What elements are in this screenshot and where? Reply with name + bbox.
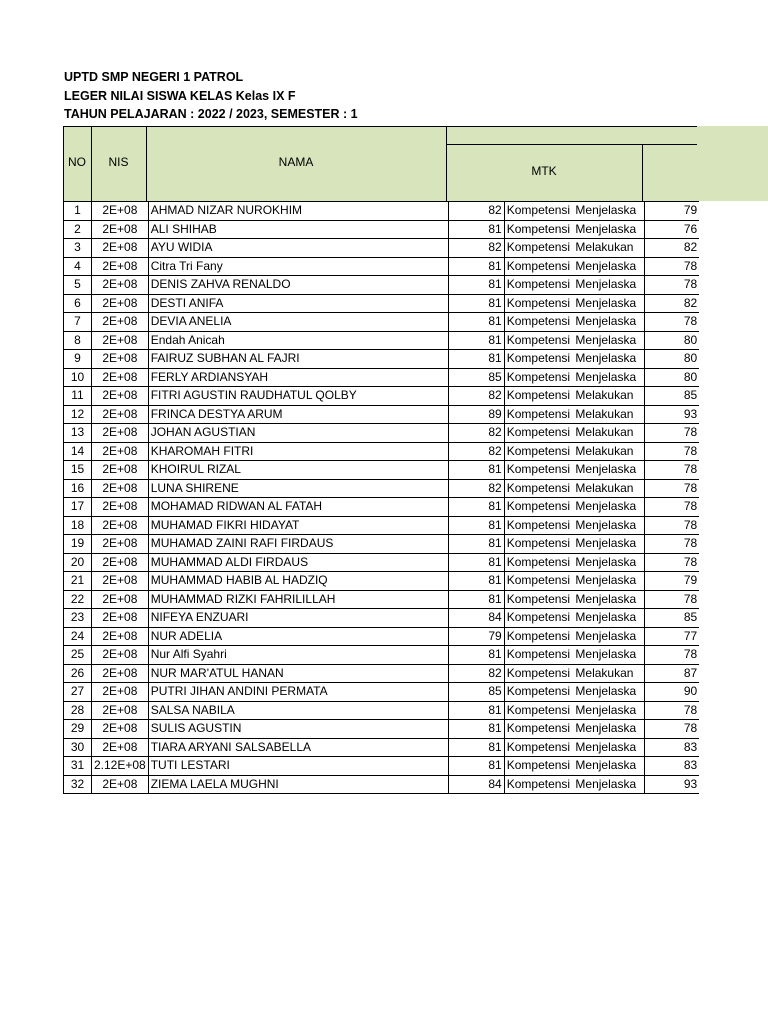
table-row bbox=[64, 590, 700, 609]
cell-next-score: 78 bbox=[644, 590, 699, 609]
cell-next-score: 78 bbox=[644, 479, 699, 498]
cell-next-score: 78 bbox=[644, 535, 699, 554]
table-row bbox=[64, 350, 700, 369]
cell-nama: JOHAN AGUSTIAN bbox=[148, 424, 448, 443]
table-row bbox=[64, 757, 700, 776]
cell-mtk-description: Kompetensi Melakukan bbox=[504, 664, 644, 683]
cell-nis: 2E+08 bbox=[92, 572, 149, 591]
cell-next-score: 82 bbox=[644, 294, 699, 313]
cell-mtk-description: Kompetensi Menjelaska bbox=[504, 294, 644, 313]
cell-mtk-score: 81 bbox=[448, 276, 504, 295]
cell-nis: 2E+08 bbox=[92, 664, 149, 683]
cell-nama: MUHAMMAD ALDI FIRDAUS bbox=[148, 553, 448, 572]
cell-nama: SULIS AGUSTIN bbox=[148, 720, 448, 739]
cell-next-score: 78 bbox=[644, 442, 699, 461]
table-row bbox=[64, 424, 700, 443]
cell-next-score: 78 bbox=[644, 461, 699, 480]
cell-no: 6 bbox=[64, 294, 92, 313]
cell-no: 21 bbox=[64, 572, 92, 591]
table-row bbox=[64, 775, 700, 794]
cell-nis: 2E+08 bbox=[92, 646, 149, 665]
cell-next-score: 78 bbox=[644, 424, 699, 443]
header-subrow-border bbox=[446, 144, 697, 145]
cell-next-score: 78 bbox=[644, 313, 699, 332]
table-row bbox=[64, 720, 700, 739]
cell-nis: 2E+08 bbox=[92, 535, 149, 554]
table-row bbox=[64, 572, 700, 591]
table-row bbox=[64, 368, 700, 387]
cell-next-score: 80 bbox=[644, 368, 699, 387]
cell-mtk-score: 81 bbox=[448, 350, 504, 369]
cell-mtk-score: 81 bbox=[448, 590, 504, 609]
cell-mtk-description: Kompetensi Menjelaska bbox=[504, 590, 644, 609]
cell-nis: 2E+08 bbox=[92, 368, 149, 387]
cell-mtk-score: 85 bbox=[448, 683, 504, 702]
cell-mtk-description: Kompetensi Melakukan bbox=[504, 424, 644, 443]
table-row bbox=[64, 276, 700, 295]
cell-mtk-score: 84 bbox=[448, 609, 504, 628]
cell-nama: Endah Anicah bbox=[148, 331, 448, 350]
table-row bbox=[64, 479, 700, 498]
cell-mtk-description: Kompetensi Menjelaska bbox=[504, 516, 644, 535]
cell-nis: 2E+08 bbox=[92, 202, 149, 221]
cell-nama: ZIEMA LAELA MUGHNI bbox=[148, 775, 448, 794]
cell-mtk-score: 81 bbox=[448, 220, 504, 239]
cell-no: 1 bbox=[64, 202, 92, 221]
table-row bbox=[64, 738, 700, 757]
table-row bbox=[64, 220, 700, 239]
cell-mtk-score: 81 bbox=[448, 572, 504, 591]
cell-next-score: 78 bbox=[644, 553, 699, 572]
header-nama: NAMA bbox=[278, 155, 314, 169]
cell-no: 23 bbox=[64, 609, 92, 628]
cell-mtk-description: Kompetensi Menjelaska bbox=[504, 646, 644, 665]
cell-no: 22 bbox=[64, 590, 92, 609]
cell-next-score: 93 bbox=[644, 405, 699, 424]
cell-next-score: 78 bbox=[644, 646, 699, 665]
leger-title: LEGER NILAI SISWA KELAS Kelas IX F bbox=[64, 88, 296, 103]
cell-no: 16 bbox=[64, 479, 92, 498]
cell-mtk-score: 81 bbox=[448, 553, 504, 572]
table-row bbox=[64, 405, 700, 424]
cell-next-score: 77 bbox=[644, 627, 699, 646]
cell-mtk-description: Kompetensi Melakukan bbox=[504, 405, 644, 424]
header-mtk: MTK bbox=[531, 164, 557, 178]
cell-no: 30 bbox=[64, 738, 92, 757]
cell-no: 32 bbox=[64, 775, 92, 794]
cell-nama: DEVIA ANELIA bbox=[148, 313, 448, 332]
cell-nis: 2E+08 bbox=[92, 220, 149, 239]
cell-mtk-description: Kompetensi Menjelaska bbox=[504, 627, 644, 646]
cell-no: 14 bbox=[64, 442, 92, 461]
cell-nama: TIARA ARYANI SALSABELLA bbox=[148, 738, 448, 757]
cell-no: 5 bbox=[64, 276, 92, 295]
cell-mtk-description: Kompetensi Menjelaska bbox=[504, 553, 644, 572]
cell-mtk-score: 81 bbox=[448, 331, 504, 350]
document-titles bbox=[64, 68, 358, 124]
header-extension-cell bbox=[697, 126, 768, 201]
cell-nama: AYU WIDIA bbox=[148, 239, 448, 258]
cell-no: 19 bbox=[64, 535, 92, 554]
cell-nama: SALSA NABILA bbox=[148, 701, 448, 720]
cell-nis: 2E+08 bbox=[92, 461, 149, 480]
cell-mtk-description: Kompetensi Menjelaska bbox=[504, 572, 644, 591]
cell-no: 29 bbox=[64, 720, 92, 739]
cell-mtk-score: 81 bbox=[448, 461, 504, 480]
table-row bbox=[64, 664, 700, 683]
cell-no: 8 bbox=[64, 331, 92, 350]
cell-nama: AHMAD NIZAR NUROKHIM bbox=[148, 202, 448, 221]
cell-mtk-score: 81 bbox=[448, 294, 504, 313]
table-row bbox=[64, 387, 700, 406]
cell-nis: 2E+08 bbox=[92, 350, 149, 369]
cell-mtk-description: Kompetensi Menjelaska bbox=[504, 701, 644, 720]
cell-next-score: 85 bbox=[644, 387, 699, 406]
cell-nis: 2E+08 bbox=[92, 627, 149, 646]
cell-next-score: 78 bbox=[644, 720, 699, 739]
cell-nama: FRINCA DESTYA ARUM bbox=[148, 405, 448, 424]
cell-mtk-description: Kompetensi Menjelaska bbox=[504, 757, 644, 776]
cell-mtk-score: 82 bbox=[448, 387, 504, 406]
cell-no: 15 bbox=[64, 461, 92, 480]
cell-nis: 2E+08 bbox=[92, 775, 149, 794]
cell-mtk-score: 85 bbox=[448, 368, 504, 387]
cell-nis: 2E+08 bbox=[92, 498, 149, 517]
cell-nis: 2E+08 bbox=[92, 387, 149, 406]
cell-next-score: 80 bbox=[644, 350, 699, 369]
cell-mtk-score: 82 bbox=[448, 664, 504, 683]
cell-mtk-description: Kompetensi Melakukan bbox=[504, 239, 644, 258]
cell-mtk-description: Kompetensi Menjelaska bbox=[504, 220, 644, 239]
cell-next-score: 78 bbox=[644, 498, 699, 517]
cell-nis: 2E+08 bbox=[92, 313, 149, 332]
cell-nama: FERLY ARDIANSYAH bbox=[148, 368, 448, 387]
cell-no: 26 bbox=[64, 664, 92, 683]
cell-next-score: 83 bbox=[644, 738, 699, 757]
cell-next-score: 80 bbox=[644, 331, 699, 350]
cell-mtk-score: 82 bbox=[448, 442, 504, 461]
cell-mtk-description: Kompetensi Menjelaska bbox=[504, 276, 644, 295]
cell-nis: 2E+08 bbox=[92, 720, 149, 739]
cell-next-score: 79 bbox=[644, 572, 699, 591]
cell-nis: 2E+08 bbox=[92, 609, 149, 628]
table-row bbox=[64, 331, 700, 350]
cell-mtk-score: 81 bbox=[448, 516, 504, 535]
cell-no: 24 bbox=[64, 627, 92, 646]
cell-mtk-description: Kompetensi Menjelaska bbox=[504, 683, 644, 702]
cell-mtk-score: 81 bbox=[448, 498, 504, 517]
cell-nis: 2.12E+08 bbox=[92, 757, 149, 776]
table-row bbox=[64, 553, 700, 572]
school-title: UPTD SMP NEGERI 1 PATROL bbox=[64, 70, 244, 84]
table-row bbox=[64, 498, 700, 517]
table-row bbox=[64, 701, 700, 720]
cell-mtk-description: Kompetensi Menjelaska bbox=[504, 368, 644, 387]
cell-next-score: 83 bbox=[644, 757, 699, 776]
cell-nama: KHAROMAH FITRI bbox=[148, 442, 448, 461]
cell-no: 27 bbox=[64, 683, 92, 702]
header-nis: NIS bbox=[108, 155, 129, 169]
cell-no: 25 bbox=[64, 646, 92, 665]
cell-next-score: 78 bbox=[644, 276, 699, 295]
cell-no: 2 bbox=[64, 220, 92, 239]
cell-mtk-description: Kompetensi Menjelaska bbox=[504, 350, 644, 369]
cell-mtk-score: 81 bbox=[448, 757, 504, 776]
cell-nama: NIFEYA ENZUARI bbox=[148, 609, 448, 628]
table-row bbox=[64, 535, 700, 554]
cell-mtk-description: Kompetensi Menjelaska bbox=[504, 313, 644, 332]
year-title: TAHUN PELAJARAN : 2022 / 2023, SEMESTER : 1 bbox=[64, 107, 358, 121]
grades-table-body bbox=[64, 202, 700, 794]
cell-next-score: 85 bbox=[644, 609, 699, 628]
cell-mtk-score: 89 bbox=[448, 405, 504, 424]
table-row bbox=[64, 442, 700, 461]
table-row bbox=[64, 646, 700, 665]
cell-nama: ALI SHIHAB bbox=[148, 220, 448, 239]
cell-nis: 2E+08 bbox=[92, 442, 149, 461]
cell-mtk-score: 81 bbox=[448, 313, 504, 332]
cell-mtk-score: 81 bbox=[448, 535, 504, 554]
cell-nama: DENIS ZAHVA RENALDO bbox=[148, 276, 448, 295]
cell-nis: 2E+08 bbox=[92, 239, 149, 258]
cell-mtk-score: 82 bbox=[448, 202, 504, 221]
header-top-border bbox=[63, 126, 697, 127]
cell-nama: Citra Tri Fany bbox=[148, 257, 448, 276]
cell-no: 7 bbox=[64, 313, 92, 332]
grades-table bbox=[63, 201, 699, 794]
cell-no: 13 bbox=[64, 424, 92, 443]
cell-nis: 2E+08 bbox=[92, 424, 149, 443]
cell-mtk-score: 82 bbox=[448, 424, 504, 443]
cell-next-score: 78 bbox=[644, 701, 699, 720]
cell-nama: NUR ADELIA bbox=[148, 627, 448, 646]
cell-next-score: 78 bbox=[644, 516, 699, 535]
cell-mtk-description: Kompetensi Melakukan bbox=[504, 387, 644, 406]
cell-nama: MOHAMAD RIDWAN AL FATAH bbox=[148, 498, 448, 517]
table-row bbox=[64, 257, 700, 276]
cell-nis: 2E+08 bbox=[92, 479, 149, 498]
cell-no: 10 bbox=[64, 368, 92, 387]
table-row bbox=[64, 516, 700, 535]
table-row bbox=[64, 461, 700, 480]
cell-nama: MUHAMAD FIKRI HIDAYAT bbox=[148, 516, 448, 535]
cell-mtk-description: Kompetensi Menjelaska bbox=[504, 331, 644, 350]
cell-mtk-score: 81 bbox=[448, 646, 504, 665]
cell-mtk-description: Kompetensi Menjelaska bbox=[504, 775, 644, 794]
cell-nis: 2E+08 bbox=[92, 516, 149, 535]
cell-mtk-description: Kompetensi Menjelaska bbox=[504, 535, 644, 554]
cell-nis: 2E+08 bbox=[92, 590, 149, 609]
cell-nama: DESTI ANIFA bbox=[148, 294, 448, 313]
cell-no: 18 bbox=[64, 516, 92, 535]
table-row bbox=[64, 294, 700, 313]
table-row bbox=[64, 683, 700, 702]
cell-mtk-description: Kompetensi Menjelaska bbox=[504, 202, 644, 221]
cell-mtk-description: Kompetensi Menjelaska bbox=[504, 257, 644, 276]
cell-nama: MUHAMAD ZAINI RAFI FIRDAUS bbox=[148, 535, 448, 554]
cell-nama: FITRI AGUSTIN RAUDHATUL QOLBY bbox=[148, 387, 448, 406]
cell-mtk-description: Kompetensi Menjelaska bbox=[504, 609, 644, 628]
cell-no: 31 bbox=[64, 757, 92, 776]
cell-mtk-description: Kompetensi Menjelaska bbox=[504, 461, 644, 480]
cell-nama: NUR MAR'ATUL HANAN bbox=[148, 664, 448, 683]
table-row bbox=[64, 202, 700, 221]
cell-next-score: 82 bbox=[644, 239, 699, 258]
cell-nis: 2E+08 bbox=[92, 701, 149, 720]
cell-nama: TUTI LESTARI bbox=[148, 757, 448, 776]
cell-mtk-score: 81 bbox=[448, 701, 504, 720]
cell-next-score: 87 bbox=[644, 664, 699, 683]
table-row bbox=[64, 609, 700, 628]
cell-nama: Nur Alfi Syahri bbox=[148, 646, 448, 665]
cell-nis: 2E+08 bbox=[92, 405, 149, 424]
cell-nis: 2E+08 bbox=[92, 294, 149, 313]
cell-nis: 2E+08 bbox=[92, 683, 149, 702]
cell-next-score: 78 bbox=[644, 257, 699, 276]
cell-mtk-score: 81 bbox=[448, 720, 504, 739]
cell-next-score: 93 bbox=[644, 775, 699, 794]
cell-nama: KHOIRUL RIZAL bbox=[148, 461, 448, 480]
cell-no: 4 bbox=[64, 257, 92, 276]
cell-nis: 2E+08 bbox=[92, 331, 149, 350]
header-no: NO bbox=[68, 155, 86, 169]
cell-nis: 2E+08 bbox=[92, 276, 149, 295]
cell-mtk-score: 81 bbox=[448, 738, 504, 757]
cell-no: 17 bbox=[64, 498, 92, 517]
cell-no: 12 bbox=[64, 405, 92, 424]
cell-nama: LUNA SHIRENE bbox=[148, 479, 448, 498]
cell-nis: 2E+08 bbox=[92, 257, 149, 276]
cell-no: 9 bbox=[64, 350, 92, 369]
table-row bbox=[64, 627, 700, 646]
cell-nama: FAIRUZ SUBHAN AL FAJRI bbox=[148, 350, 448, 369]
cell-mtk-score: 84 bbox=[448, 775, 504, 794]
cell-mtk-description: Kompetensi Menjelaska bbox=[504, 738, 644, 757]
cell-no: 11 bbox=[64, 387, 92, 406]
table-row bbox=[64, 313, 700, 332]
cell-nama: PUTRI JIHAN ANDINI PERMATA bbox=[148, 683, 448, 702]
cell-mtk-score: 82 bbox=[448, 239, 504, 258]
cell-mtk-score: 82 bbox=[448, 479, 504, 498]
table-row bbox=[64, 239, 700, 258]
cell-mtk-score: 81 bbox=[448, 257, 504, 276]
header-border-mtk bbox=[642, 144, 643, 201]
cell-next-score: 90 bbox=[644, 683, 699, 702]
cell-nama: MUHAMMAD RIZKI FAHRILILLAH bbox=[148, 590, 448, 609]
cell-nis: 2E+08 bbox=[92, 553, 149, 572]
cell-next-score: 76 bbox=[644, 220, 699, 239]
cell-next-score: 79 bbox=[644, 202, 699, 221]
cell-mtk-description: Kompetensi Menjelaska bbox=[504, 498, 644, 517]
cell-mtk-description: Kompetensi Melakukan bbox=[504, 442, 644, 461]
cell-nama: MUHAMMAD HABIB AL HADZIQ bbox=[148, 572, 448, 591]
cell-nis: 2E+08 bbox=[92, 738, 149, 757]
cell-no: 3 bbox=[64, 239, 92, 258]
cell-mtk-description: Kompetensi Menjelaska bbox=[504, 720, 644, 739]
cell-no: 20 bbox=[64, 553, 92, 572]
cell-no: 28 bbox=[64, 701, 92, 720]
cell-mtk-description: Kompetensi Melakukan bbox=[504, 479, 644, 498]
cell-mtk-score: 79 bbox=[448, 627, 504, 646]
